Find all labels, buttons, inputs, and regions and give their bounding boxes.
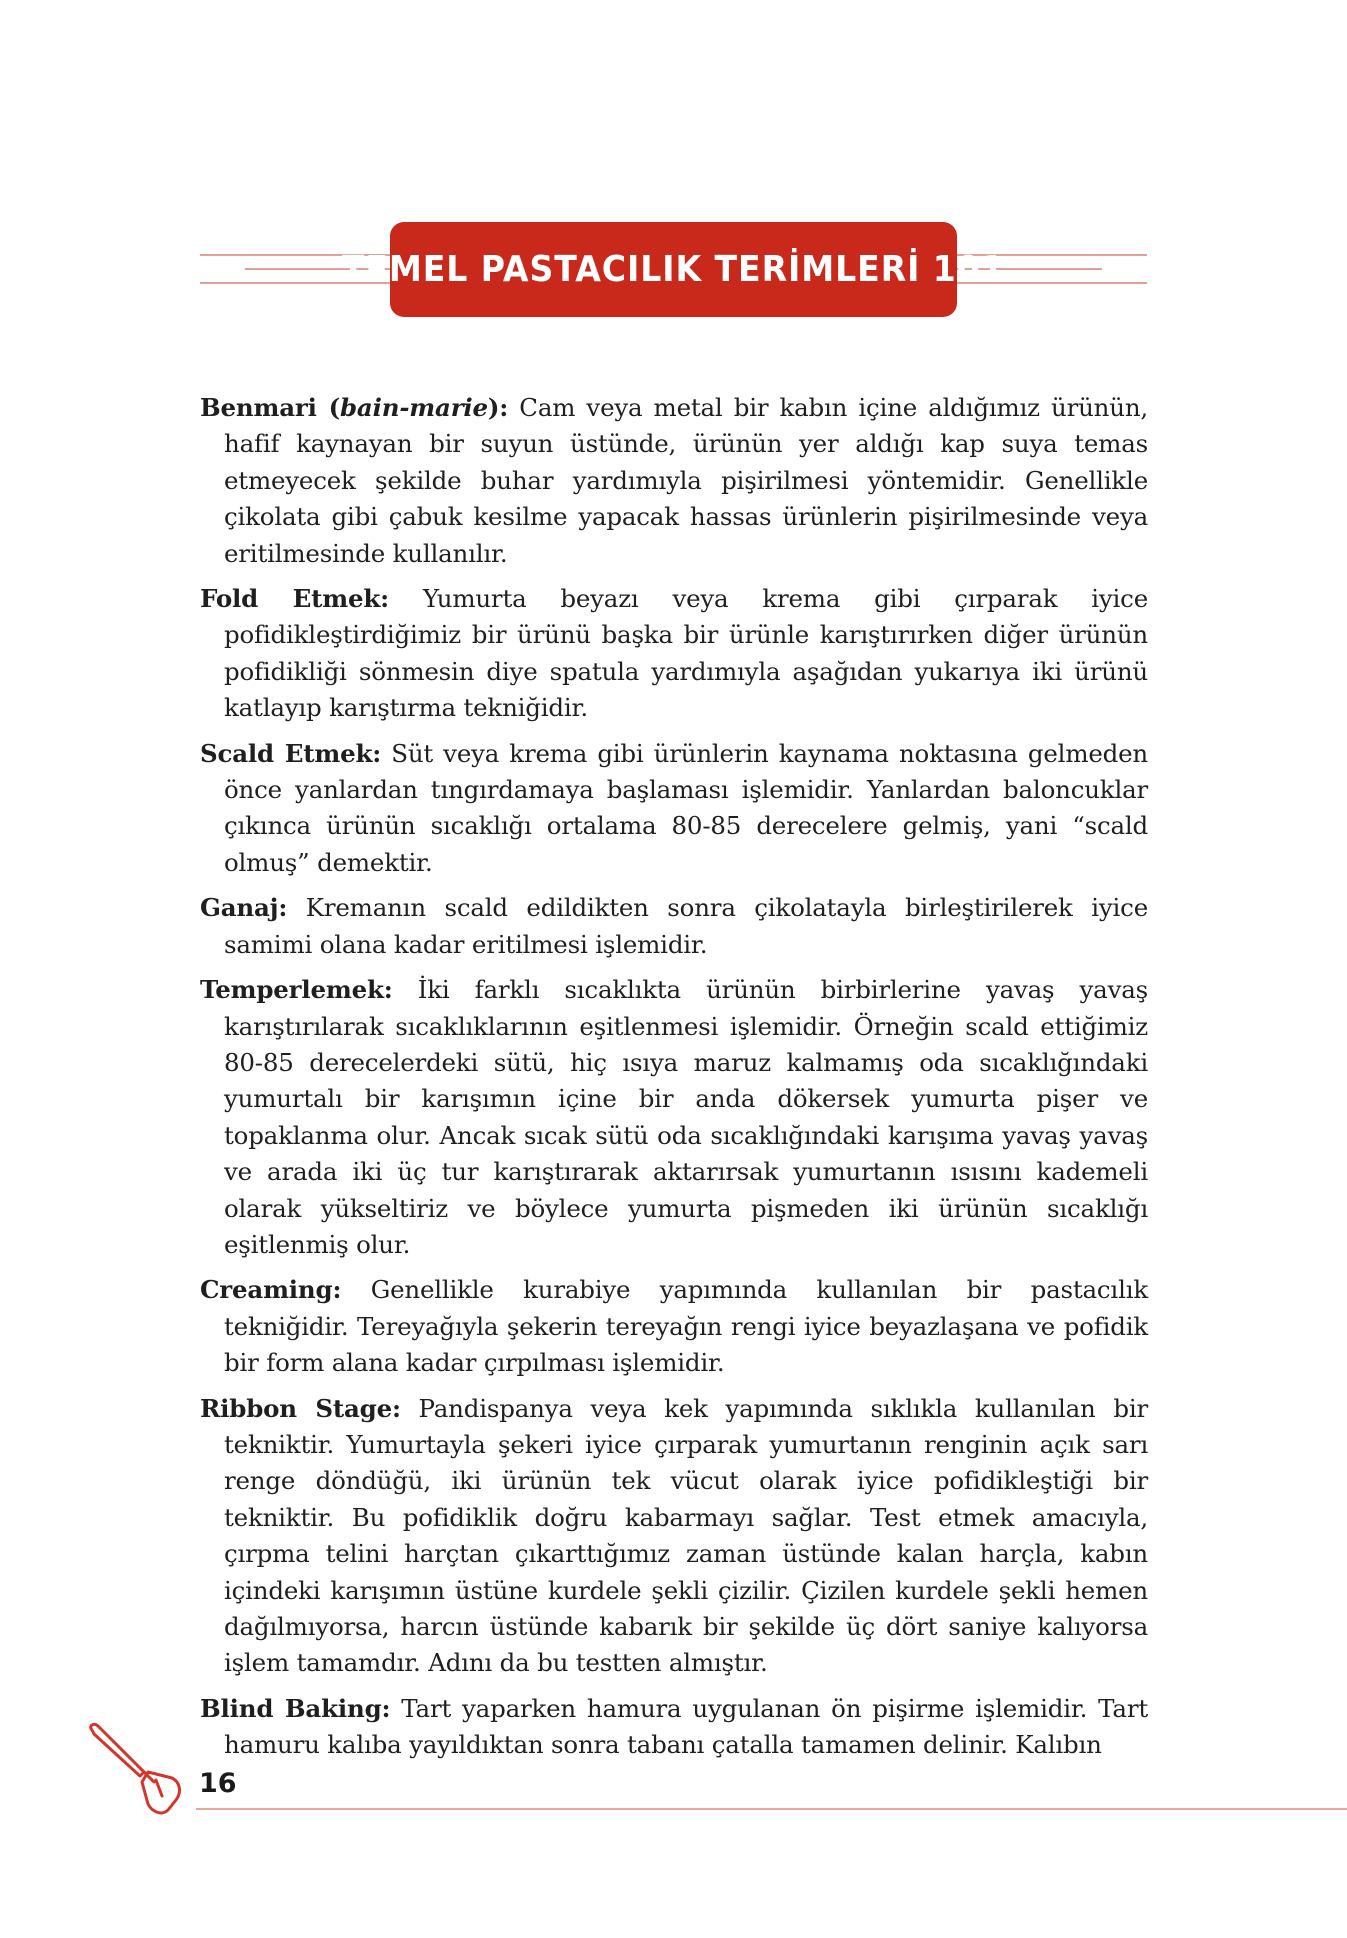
entry-term: Ribbon Stage: [200, 1393, 401, 1423]
page-header [0, 0, 1347, 340]
title-banner [342, 222, 1005, 317]
glossary-entry-scald-etmek [200, 736, 1148, 882]
entry-term: Creaming: [200, 1275, 342, 1305]
whisk-icon [82, 1720, 202, 1815]
page-number: 16 [199, 1768, 237, 1799]
entry-term: Scald Etmek: [200, 738, 382, 768]
page-title: TEMEL PASTACILIK TERİMLERİ 101 [342, 249, 1005, 290]
glossary-entry-ganaj [200, 890, 1148, 963]
glossary-entry-ribbon-stage [200, 1391, 1148, 1682]
glossary-entry-fold-etmek [200, 581, 1148, 727]
entry-definition: Süt veya krema gibi ürünlerin kaynama noktasına gelmeden önce yanlardan tıngırdamaya başlaması işlemidir. Yanlardan baloncuklar çıkınca ürünün sıcaklığı ortalama 80-85 derecelere gelmiş, yani “scald olmuş” demektir. [224, 738, 1149, 877]
entry-term: Ganaj: [200, 893, 288, 923]
glossary-entry-benmari [200, 390, 1148, 572]
entry-definition: İki farklı sıcaklıkta ürünün birbirlerine yavaş yavaş karıştırılarak sıcaklıklarının eşitlenmesi işlemidir. Örneğin scald ettiğimiz 80-85 derecelerdeki sütü, hiç ısıya maruz kalmamış oda sıcaklığındaki yumurtalı bir karışımın içine bir anda dökersek yumurta pişer ve topaklanma olur. Ancak sıcak sütü oda sıcaklığındaki karışıma yavaş yavaş ve arada iki üç tur karıştırarak aktarırsak yumurtanın ısısını kademeli olarak yükseltiriz ve böylece yumurta pişmeden iki ürünün sıcaklığı eşitlenmiş olur. [224, 975, 1148, 1259]
entry-definition: Yumurta beyazı veya krema gibi çırparak iyice pofidikleştirdiğimiz bir ürünü başka bir ürünle karıştırırken diğer ürünün pofidikliği sönmesin diye spatula yardımıyla aşağıdan yukarıya iki ürünü katlayıp karıştırma tekniğidir. [224, 584, 1148, 723]
entry-term: Benmari (bain-marie): [200, 393, 509, 422]
glossary-entry-blind-baking [200, 1691, 1148, 1764]
entry-term: Blind Baking: [200, 1693, 391, 1723]
entry-definition: Pandispanya veya kek yapımında sıklıkla kullanılan bir tekniktir. Yumurtayla şekeri iyice çırparak yumurtanın renginin açık sarı renge döndüğü, iki ürünün tek vücut olarak iyice pofidikleştiği bir tekniktir. Bu pofidiklik doğru kabarmayı sağlar. Test etmek amacıyla, çırpma telini harçtan çıkarttığımız zaman üstünde kalan harçla, kabın içindeki karışımın üstüne kurdele şekli çizilir. Çizilen kurdele şekli hemen dağılmıyorsa, harcın üstünde kabarık bir şekilde üç dört saniye kalıyorsa işlem tamamdır. Adını da bu testten almıştır. [224, 1393, 1148, 1678]
entry-term: Temperlemek: [200, 975, 393, 1005]
glossary-entry-creaming [200, 1272, 1148, 1381]
footer-rule [196, 1808, 1347, 1810]
entry-definition: Genellikle kurabiye yapımında kullanılan bir pastacılık tekniğidir. Tereyağıyla şekerin tereyağın rengi iyice beyazlaşana ve pofidik bir form alana kadar çırpılması işlemidir. [224, 1275, 1148, 1378]
entry-term: Fold Etmek: [200, 584, 389, 614]
glossary-list [200, 390, 1148, 1773]
entry-definition: Kremanın scald edildikten sonra çikolatayla birleştirilerek iyice samimi olana kadar eritilmesi işlemidir. [224, 893, 1148, 959]
entry-definition: Tart yaparken hamura uygulanan ön pişirme işlemidir. Tart hamuru kalıba yayıldıktan sonra tabanı çatalla tamamen delinir. Kalıbın [224, 1693, 1148, 1760]
entry-definition: Cam veya metal bir kabın içine aldığımız ürünün, hafif kaynayan bir suyun üstünde, ürünün yer aldığı kap suya temas etmeyecek şekilde buhar yardımıyla pişirilmesi yöntemidir. Genellikle çikolata gibi çabuk kesilme yapacak hassas ürünlerin pişirilmesinde veya eritilmesinde kullanılır. [224, 393, 1148, 568]
glossary-entry-temperlemek [200, 972, 1148, 1263]
